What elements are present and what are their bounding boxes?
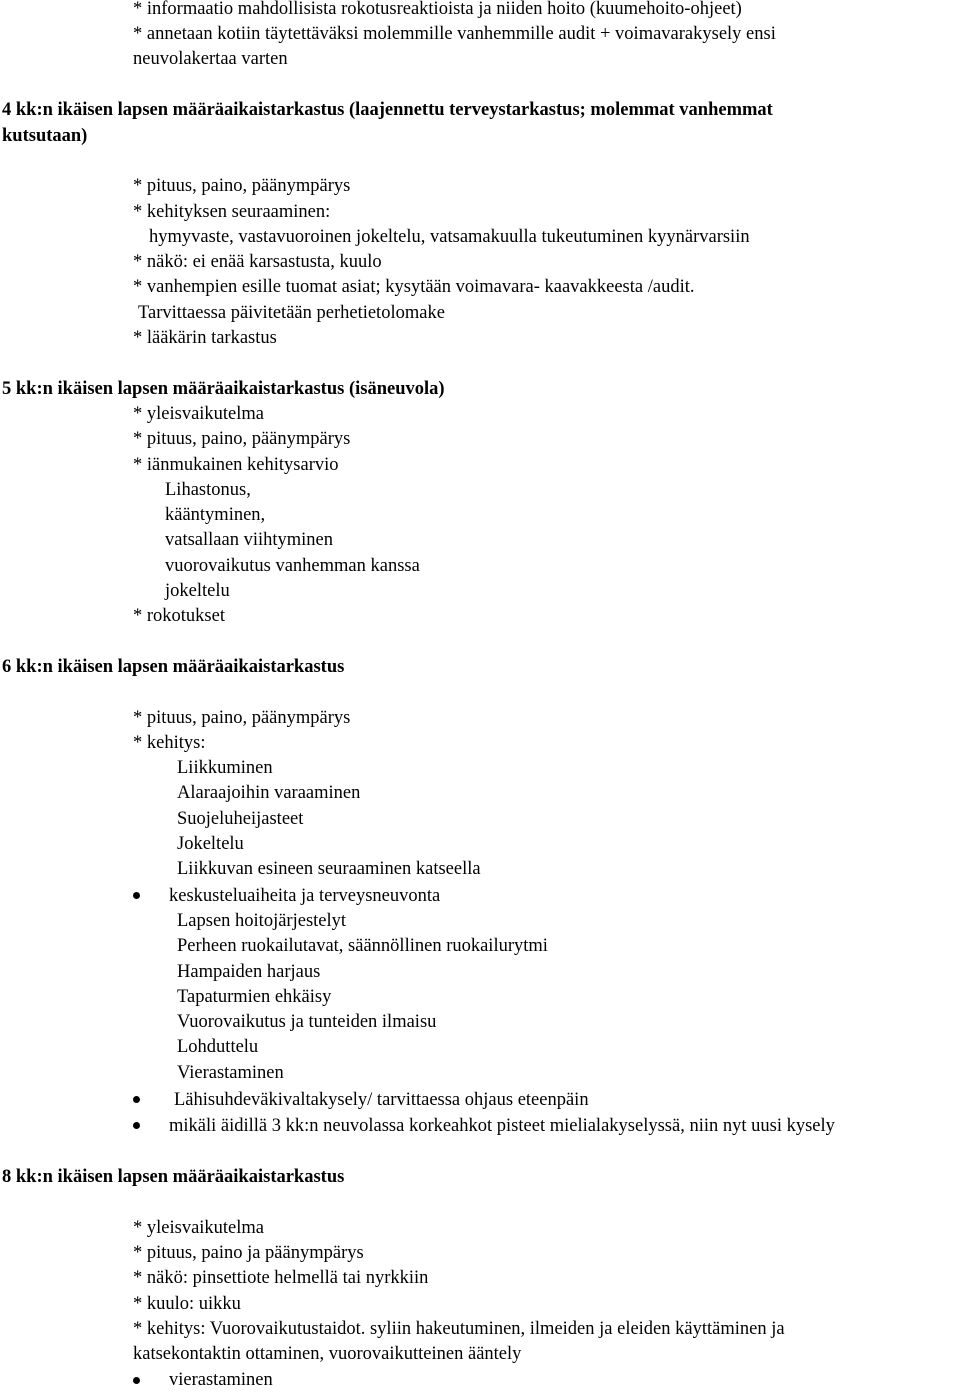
list-item: * kehityksen seuraaminen:	[133, 202, 331, 222]
list-item: Lohduttelu	[177, 1037, 259, 1057]
list-item: * rokotukset	[133, 606, 225, 626]
list-item: keskusteluaiheita ja terveysneuvonta	[169, 886, 441, 906]
list-item: * pituus, paino, päänympärys	[133, 708, 351, 728]
list-item: Liikkuminen	[177, 758, 273, 778]
list-item: Vierastaminen	[177, 1063, 284, 1083]
list-item: Jokeltelu	[177, 834, 244, 854]
section-heading-4kk-cont: kutsutaan)	[2, 126, 88, 146]
list-item: Perheen ruokailutavat, säännöllinen ruokailurytmi	[177, 936, 548, 956]
list-item: * kehitys:	[133, 733, 206, 753]
intro-line: * informaatio mahdollisista rokotusreaktioista ja niiden hoito (kuumehoito-ohjeet)	[133, 0, 742, 19]
list-item: vierastaminen	[169, 1370, 273, 1390]
section-heading-6kk: 6 kk:n ikäisen lapsen määräaikaistarkastus	[2, 657, 345, 677]
list-item: Vuorovaikutus ja tunteiden ilmaisu	[177, 1012, 437, 1032]
list-item: * vanhempien esille tuomat asiat; kysytään voimavara- kaavakkeesta /audit.	[133, 277, 695, 297]
list-item: hymyvaste, vastavuoroinen jokeltelu, vatsamakuulla tukeutuminen kyynärvarsiin	[149, 227, 750, 247]
bullet-icon	[133, 1377, 140, 1384]
list-item: * näkö: pinsettiote helmellä tai nyrkkiin	[133, 1268, 429, 1288]
list-item: Lapsen hoitojärjestelyt	[177, 911, 347, 931]
list-item: Alaraajoihin varaaminen	[177, 783, 361, 803]
list-item: * lääkärin tarkastus	[133, 328, 277, 348]
list-item: * iänmukainen kehitysarvio	[133, 455, 339, 475]
list-item: vatsallaan viihtyminen	[165, 530, 333, 550]
list-item: vuorovaikutus vanhemman kanssa	[165, 556, 420, 576]
bullet-icon	[133, 892, 140, 899]
list-item: Lihastonus,	[165, 480, 251, 500]
list-item: * yleisvaikutelma	[133, 1218, 265, 1238]
list-item: Liikkuvan esineen seuraaminen katseella	[177, 859, 481, 879]
list-item: katsekontaktin ottaminen, vuorovaikutteinen ääntely	[133, 1344, 522, 1364]
section-heading-5kk: 5 kk:n ikäisen lapsen määräaikaistarkastus (isäneuvola)	[2, 379, 445, 399]
list-item: * pituus, paino, päänympärys	[133, 176, 351, 196]
section-heading-4kk: 4 kk:n ikäisen lapsen määräaikaistarkastus (laajennettu terveystarkastus; molemmat vanhemmat	[2, 100, 773, 120]
bullet-icon	[133, 1096, 140, 1103]
list-item: Tapaturmien ehkäisy	[177, 987, 332, 1007]
list-item: * yleisvaikutelma	[133, 404, 265, 424]
list-item: * kuulo: uikku	[133, 1294, 241, 1314]
list-item: kääntyminen,	[165, 505, 266, 525]
bullet-icon	[133, 1122, 140, 1129]
list-item: mikäli äidillä 3 kk:n neuvolassa korkeahkot pisteet mielialakyselyssä, niin nyt uusi kysely	[169, 1116, 835, 1136]
intro-line: * annetaan kotiin täytettäväksi molemmille vanhemmille audit + voimavarakysely ensi	[133, 24, 776, 44]
list-item: * näkö: ei enää karsastusta, kuulo	[133, 252, 382, 272]
list-item: * pituus, paino ja päänympärys	[133, 1243, 364, 1263]
list-item: * pituus, paino, päänympärys	[133, 429, 351, 449]
section-heading-8kk: 8 kk:n ikäisen lapsen määräaikaistarkastus	[2, 1167, 345, 1187]
list-item: Hampaiden harjaus	[177, 962, 321, 982]
list-item: * kehitys: Vuorovaikutustaidot. syliin hakeutuminen, ilmeiden ja eleiden käyttäminen ja	[133, 1319, 785, 1339]
list-item: Tarvittaessa päivitetään perhetietolomake	[138, 303, 445, 323]
list-item: Suojeluheijasteet	[177, 809, 304, 829]
list-item: jokeltelu	[165, 581, 230, 601]
intro-line: neuvolakertaa varten	[133, 49, 288, 69]
list-item: Lähisuhdeväkivaltakysely/ tarvittaessa ohjaus eteenpäin	[174, 1090, 589, 1110]
